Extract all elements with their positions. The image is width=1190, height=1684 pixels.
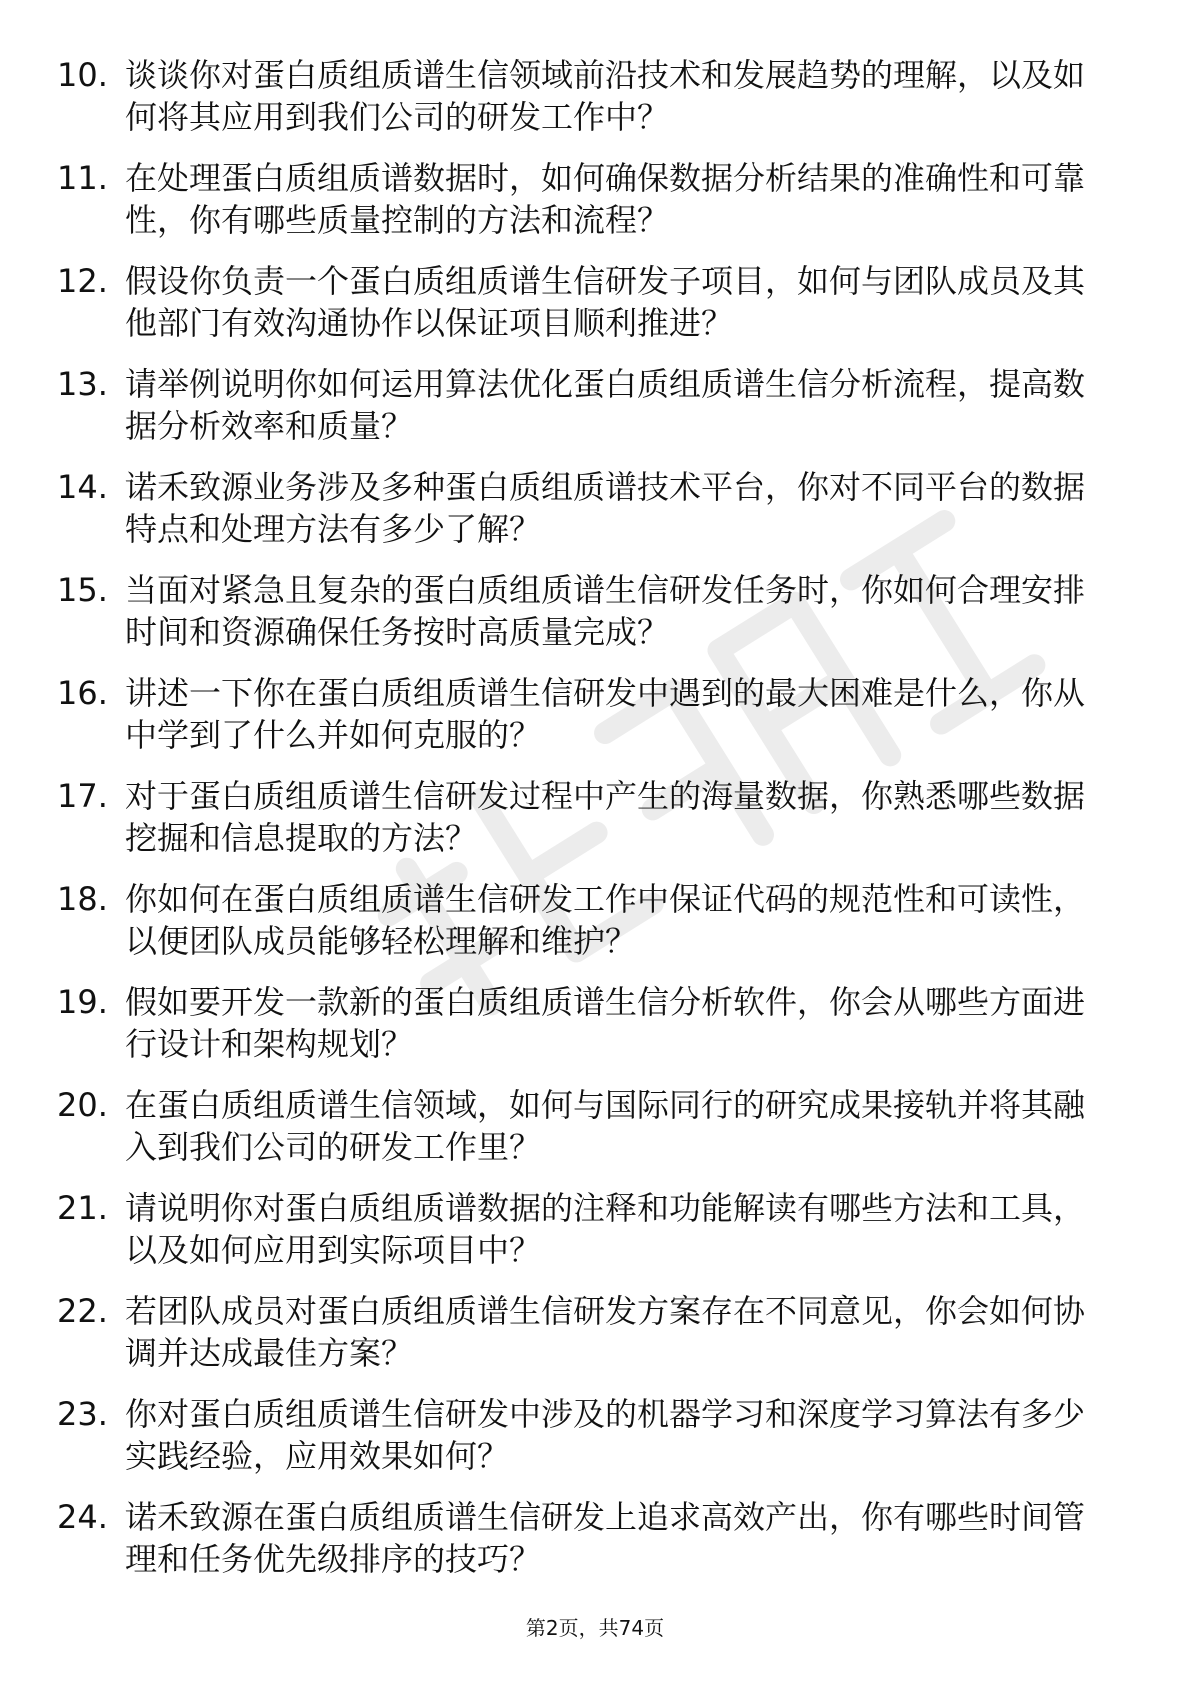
question-list [0,54,1190,1599]
question-text: 假如要开发一款新的蛋白质组质谱生信分析软件，你会从哪些方面进行设计和架构规划？ [125,983,1086,1063]
question-text: 在处理蛋白质组质谱数据时，如何确保数据分析结果的准确性和可靠性，你有哪些质量控制的方法和流程？ [125,159,1086,239]
question-number: 12. [57,262,108,300]
question-number: 23. [57,1395,108,1433]
question-number: 11. [57,159,108,197]
list-item [0,260,1190,363]
question-number: 15. [57,571,108,609]
question-number: 17. [57,777,108,815]
list-item [0,1187,1190,1290]
list-item [0,878,1190,981]
question-number: 16. [57,674,108,712]
question-text: 若团队成员对蛋白质组质谱生信研发方案存在不同意见，你会如何协调并达成最佳方案？ [125,1292,1086,1372]
question-number: 19. [57,983,108,1021]
list-item [0,775,1190,878]
list-item [0,981,1190,1084]
question-number: 22. [57,1292,108,1330]
list-item [0,1496,1190,1599]
question-text: 请举例说明你如何运用算法优化蛋白质组质谱生信分析流程，提高数据分析效率和质量？ [125,365,1086,445]
question-text: 诺禾致源在蛋白质组质谱生信研发上追求高效产出，你有哪些时间管理和任务优先级排序的技巧？ [125,1498,1086,1578]
question-text: 讲述一下你在蛋白质组质谱生信研发中遇到的最大困难是什么，你从中学到了什么并如何克服的？ [125,674,1086,754]
list-item [0,1084,1190,1187]
question-text: 在蛋白质组质谱生信领域，如何与国际同行的研究成果接轨并将其融入到我们公司的研发工作里？ [125,1086,1086,1166]
list-item [0,54,1190,157]
list-item [0,157,1190,260]
question-number: 24. [57,1498,108,1536]
question-text: 请说明你对蛋白质组质谱数据的注释和功能解读有哪些方法和工具，以及如何应用到实际项目中？ [125,1189,1086,1269]
question-number: 20. [57,1086,108,1124]
question-number: 21. [57,1189,108,1227]
list-item [0,466,1190,569]
question-number: 14. [57,468,108,506]
question-text: 假设你负责一个蛋白质组质谱生信研发子项目，如何与团队成员及其他部门有效沟通协作以保证项目顺利推进？ [125,262,1086,342]
list-item [0,1290,1190,1393]
list-item [0,569,1190,672]
list-item [0,1393,1190,1496]
question-text: 谈谈你对蛋白质组质谱生信领域前沿技术和发展趋势的理解，以及如何将其应用到我们公司的研发工作中？ [125,56,1086,136]
question-text: 你对蛋白质组质谱生信研发中涉及的机器学习和深度学习算法有多少实践经验，应用效果如何？ [125,1395,1086,1475]
question-text: 诺禾致源业务涉及多种蛋白质组质谱技术平台，你对不同平台的数据特点和处理方法有多少了解？ [125,468,1086,548]
list-item [0,672,1190,775]
question-number: 13. [57,365,108,403]
question-text: 对于蛋白质组质谱生信研发过程中产生的海量数据，你熟悉哪些数据挖掘和信息提取的方法？ [125,777,1086,857]
page-number-footer: 第2页，共74页 [525,1616,665,1640]
question-text: 你如何在蛋白质组质谱生信研发工作中保证代码的规范性和可读性，以便团队成员能够轻松理解和维护？ [125,880,1086,960]
question-number: 10. [57,56,108,94]
list-item [0,363,1190,466]
question-text: 当面对紧急且复杂的蛋白质组质谱生信研发任务时，你如何合理安排时间和资源确保任务按时高质量完成？ [125,571,1086,651]
question-number: 18. [57,880,108,918]
